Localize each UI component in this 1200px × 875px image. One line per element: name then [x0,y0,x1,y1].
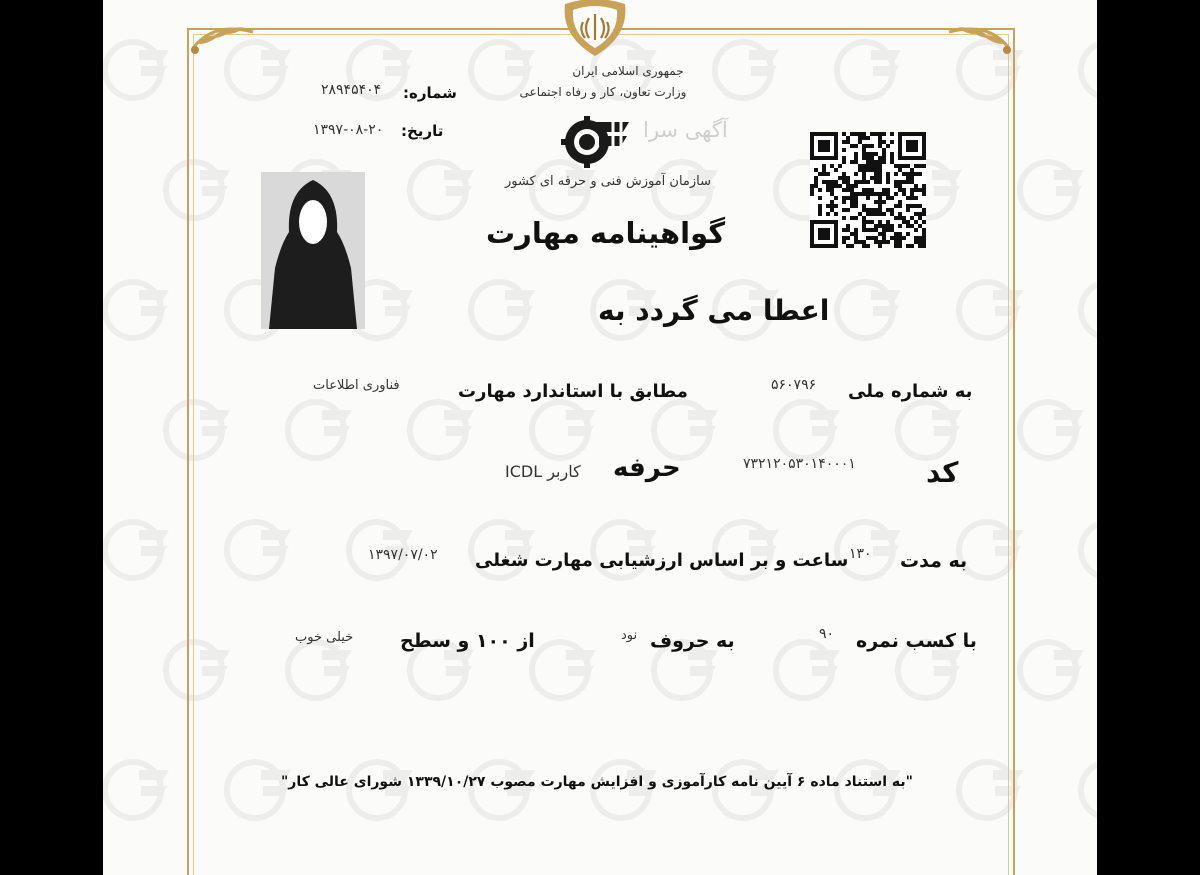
watermark-logo-icon [1020,162,1084,218]
watermark-logo-icon [1020,642,1084,698]
watermark-logo-icon [105,282,169,338]
national-id-value: ۵۶۰۷۹۶ [771,377,817,393]
out-of-label: از ۱۰۰ و سطح [400,630,535,652]
republic-title: جمهوری اسلامی ایران [572,64,684,78]
code-label: کد [926,456,959,489]
trade-value: کاربر ICDL [505,462,581,481]
watermark-logo-icon [1081,282,1097,338]
tvto-logo-icon [555,112,633,170]
footer-legal-note: "به استناد ماده ۶ آیین نامه کارآموزی و افزایش مهارت مصوب ۱۳۳۹/۱۰/۲۷ شورای عالی کار" [281,774,913,790]
score-value: ۹۰ [819,626,835,642]
code-value: ۷۳۲۱۲۰۵۳۰۱۴۰۰۰۱ [743,456,856,472]
score-label: با کسب نمره [856,630,977,652]
national-id-label: به شماره ملی [848,381,973,402]
organization-title: سازمان آموزش فنی و حرفه ای کشور [504,174,712,189]
trade-label: حرفه [613,453,681,483]
score-words-value: نود [621,628,638,643]
standard-value: فناوری اطلاعات [313,378,400,393]
certificate-title: گواهینامه مهارت [486,216,726,250]
watermark-logo-icon [1081,762,1097,818]
duration-label: به مدت [900,550,968,572]
certificate-page [103,0,1097,875]
iran-emblem-icon [559,0,631,58]
watermark-logo-icon [1081,522,1097,578]
ministry-title: وزارت تعاون، کار و رفاه اجتماعی [519,85,687,99]
score-words-label: به حروف [650,630,735,652]
number-value: ۲۸۹۴۵۴۰۴ [321,82,382,98]
level-value: خیلی خوب [295,630,354,645]
qr-code-icon [810,132,926,248]
watermark-logo-icon [1081,42,1097,98]
number-label: شماره: [403,84,457,102]
watermark-logo-icon [1020,402,1084,458]
duration-value: ۱۳۰ [849,546,872,562]
holder-photo [261,172,365,329]
evaluation-date: ۱۳۹۷/۰۷/۰۲ [368,547,438,563]
watermark-logo-icon [105,522,169,578]
date-label: تاریخ: [401,122,444,140]
watermark-logo-icon [105,42,169,98]
granted-to-text: اعطا می گردد به [598,294,830,327]
date-value: ۱۳۹۷-۰۸-۲۰ [313,122,384,138]
ornament-right-corner-icon [943,18,1013,60]
watermark-brand-text: آگهی سرا [643,118,728,142]
duration-suffix: ساعت و بر اساس ارزشیابی مهارت شغلی [475,550,849,571]
standard-label: مطابق با استاندارد مهارت [458,381,688,402]
person-silhouette-icon [261,172,365,329]
ornament-left-corner-icon [189,18,259,60]
watermark-logo-icon [105,762,169,818]
